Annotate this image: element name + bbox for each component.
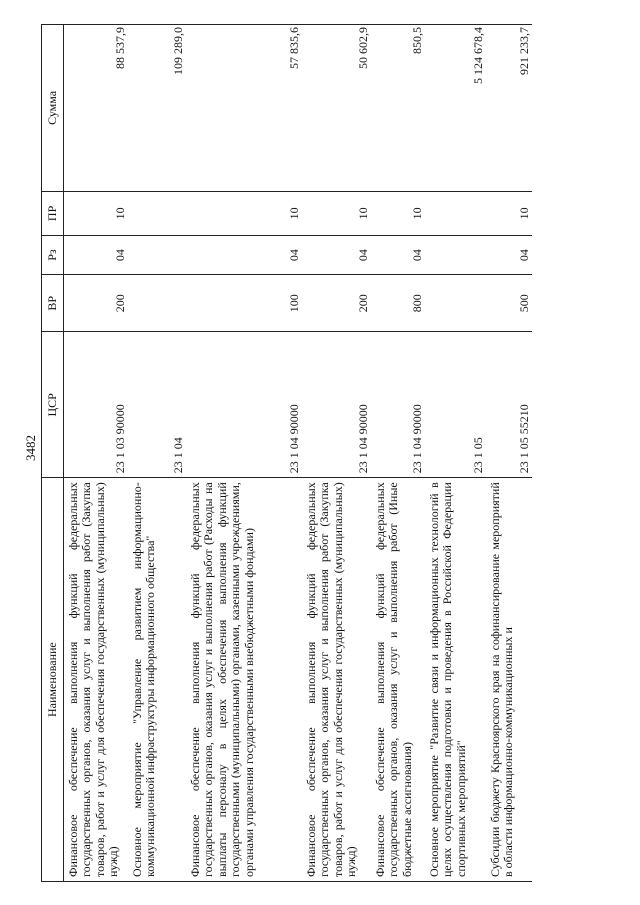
row-vr: 200: [64, 275, 129, 332]
row-name: Основное мероприятие "Развитие связи и информационных технологий в целях осуществления подготовки и проведения в Российской Федерации спортивных мероприятий": [425, 478, 486, 882]
row-csr: 23 1 05: [425, 332, 486, 478]
row-vr: 800: [371, 275, 425, 332]
table-header: [42, 25, 64, 882]
row-rz: [425, 236, 486, 275]
table-row: [302, 25, 371, 882]
row-pr: 10: [64, 191, 129, 235]
row-pr: 10: [486, 191, 532, 235]
row-sum: 5 124 678,4: [425, 25, 486, 192]
row-pr: 10: [186, 191, 302, 235]
row-rz: 04: [64, 236, 129, 275]
row-csr: 23 1 04 90000: [302, 332, 371, 478]
budget-table: [41, 24, 532, 882]
row-rz: 04: [371, 236, 425, 275]
row-name: Финансовое обеспечение выполнения функций федеральных государственных органов, оказания услуг и выполнения работ (Иные бюджетные ассигнования): [371, 478, 425, 882]
row-vr: 500: [486, 275, 532, 332]
row-sum: 50 602,9: [302, 25, 371, 192]
table-row: [128, 25, 186, 882]
row-vr: 200: [302, 275, 371, 332]
row-name: Финансовое обеспечение выполнения функций федеральных государственных органов, оказания услуг и выполнения работ (Закупка товаров, работ и услуг для обеспечения государственных (муниципальных) нужд): [64, 478, 129, 882]
header-rz: Рз: [42, 236, 64, 275]
header-vr: ВР: [42, 275, 64, 332]
row-pr: 10: [302, 191, 371, 235]
row-vr: 100: [186, 275, 302, 332]
row-name: Основное мероприятие "Управление развитием информационно-коммуникационной инфраструктуры информационного общества": [128, 478, 186, 882]
table-row: [425, 25, 486, 882]
row-name: Финансовое обеспечение выполнения функций федеральных государственных органов, оказания услуг и выполнения работ (Расходы на выплаты персоналу в целях обеспечения выполнения функций государственными (муниципальными) органами, казенными учреждениями, органами управления государственными внебюджетными фондами): [186, 478, 302, 882]
table-row: [486, 25, 532, 882]
row-sum: 850,5: [371, 25, 425, 192]
row-name: Субсидии бюджету Красноярского края на софинансирование мероприятий в области информационно-коммуникационных и: [486, 478, 532, 882]
row-csr: 23 1 03 90000: [64, 332, 129, 478]
row-pr: 10: [371, 191, 425, 235]
table-row: [371, 25, 425, 882]
row-vr: [425, 275, 486, 332]
row-rz: 04: [486, 236, 532, 275]
rotated-table-area: [41, 24, 601, 877]
row-sum: 921 233,7: [486, 25, 532, 192]
header-pr: ПР: [42, 191, 64, 235]
row-sum: 88 537,9: [64, 25, 129, 192]
row-name: Финансовое обеспечение выполнения функций федеральных государственных органов, оказания услуг и выполнения работ (Закупка товаров, работ и услуг для обеспечения государственных (муниципальных) нужд): [302, 478, 371, 882]
row-pr: [425, 191, 486, 235]
row-csr: 23 1 05 55210: [486, 332, 532, 478]
row-rz: 04: [186, 236, 302, 275]
header-csr: ЦСР: [42, 332, 64, 478]
row-rz: [128, 236, 186, 275]
table-row: [186, 25, 302, 882]
header-sum: Сумма: [42, 25, 64, 192]
row-sum: 109 289,0: [128, 25, 186, 192]
row-csr: 23 1 04 90000: [371, 332, 425, 478]
header-name: Наименование: [42, 478, 64, 882]
row-csr: 23 1 04: [128, 332, 186, 478]
landscape-sheet: [41, 24, 601, 882]
row-csr: 23 1 04 90000: [186, 332, 302, 478]
header-row: [42, 25, 64, 882]
row-rz: 04: [302, 236, 371, 275]
row-pr: [128, 191, 186, 235]
page-number: 3482: [23, 435, 38, 461]
table-body: [64, 25, 533, 882]
table-row: [64, 25, 129, 882]
row-sum: 57 835,6: [186, 25, 302, 192]
row-vr: [128, 275, 186, 332]
